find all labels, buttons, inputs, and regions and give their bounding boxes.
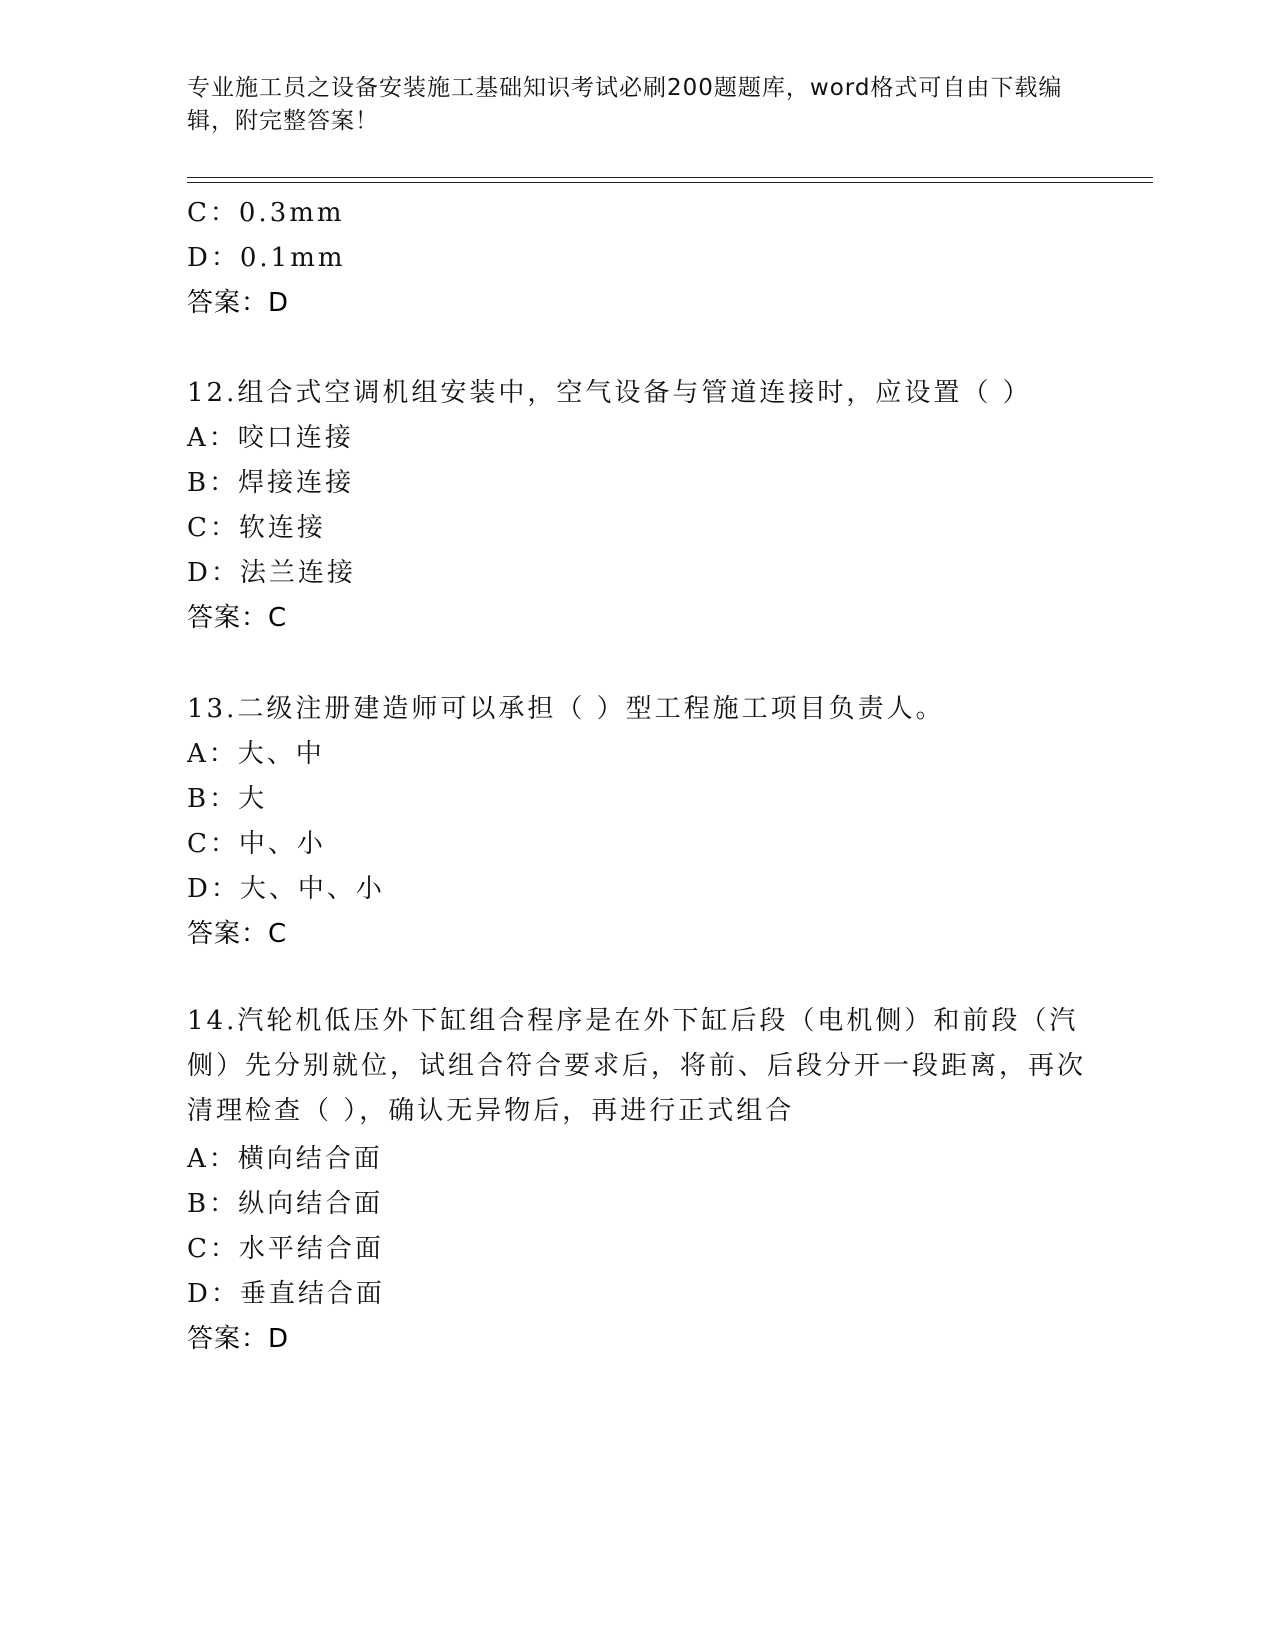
q12-option-b: B：焊接连接 [187, 468, 355, 498]
q13-option-c: C：中、小 [187, 829, 326, 859]
q12-stem: 12.组合式空调机组安装中，空气设备与管道连接时，应设置（ ） [187, 378, 1032, 408]
q12-answer: 答案：C [187, 603, 288, 633]
q12-option-d: D：法兰连接 [187, 558, 356, 588]
q13-option-d: D：大、中、小 [187, 874, 385, 904]
q12-option-a: A：咬口连接 [187, 423, 354, 453]
q14-option-a: A：横向结合面 [187, 1144, 383, 1174]
prev-answer: 答案：D [187, 288, 290, 318]
q14-option-d: D：垂直结合面 [187, 1279, 385, 1309]
prev-option-d: D：0.1mm [187, 243, 346, 273]
document-header: 专业施工员之设备安装施工基础知识考试必刷200题题库，word格式可自由下载编辑，附完整答案！ [187, 75, 1063, 134]
header-divider-top [187, 177, 1153, 178]
q13-option-a: A：大、中 [187, 739, 325, 769]
header-divider-bottom [187, 182, 1153, 183]
prev-option-c: C：0.3mm [187, 198, 345, 228]
q14-option-b: B：纵向结合面 [187, 1189, 384, 1219]
q14-answer: 答案：D [187, 1324, 290, 1354]
q13-answer: 答案：C [187, 919, 288, 949]
q13-stem: 13.二级注册建造师可以承担（ ）型工程施工项目负责人。 [187, 694, 945, 724]
q13-option-b: B：大 [187, 784, 268, 814]
q12-option-c: C：软连接 [187, 513, 326, 543]
q14-stem: 14.汽轮机低压外下缸组合程序是在外下缸后段（电机侧）和前段（汽侧）先分别就位，试组合符合要求后，将前、后段分开一段距离，再次清理检查（ ），确认无异物后，再进行正式组合 [187, 1006, 1087, 1126]
q14-option-c: C：水平结合面 [187, 1234, 384, 1264]
